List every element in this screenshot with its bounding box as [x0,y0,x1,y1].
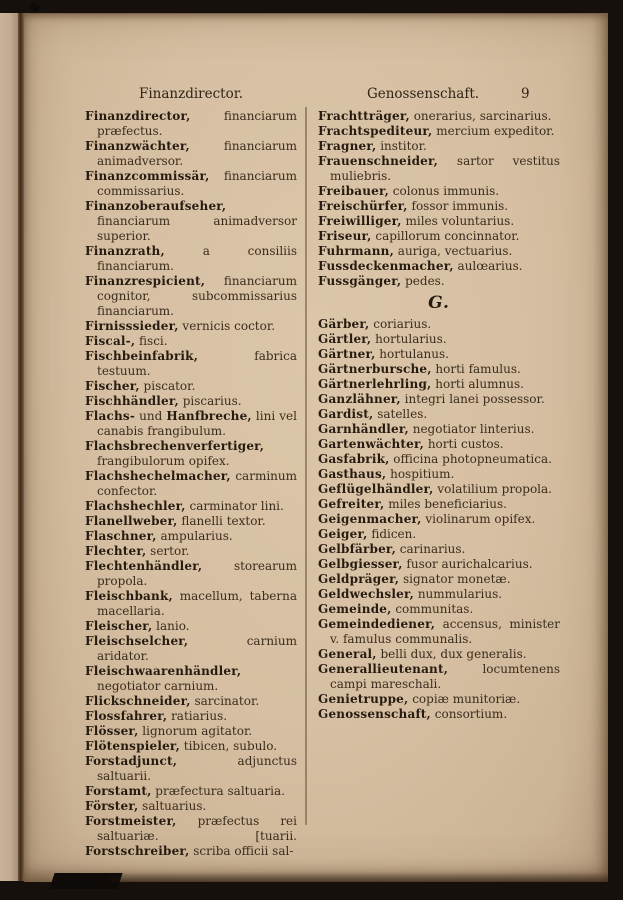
entry-term: Fischhändler, [85,394,179,408]
entry-definition: a consiliis financiarum. [97,244,297,273]
dictionary-entry [85,334,297,349]
dictionary-entry [318,109,560,124]
page-bottom-shadow [110,872,608,882]
entry-definition: fabrica testuum. [97,349,297,378]
entry-definition: horti famulus. [431,362,521,376]
dictionary-entry [85,379,297,394]
entry-term: Geldpräger, [318,572,400,586]
dictionary-entry [318,452,560,467]
entry-definition: lini vel canabis frangibulum. [97,409,297,438]
entry-definition: volatilium propola. [433,482,552,496]
dictionary-entry [85,169,297,199]
dictionary-entry [318,587,560,602]
entry-term: Genossenschaft, [318,707,431,721]
entry-definition: violinarum opifex. [421,512,536,526]
dictionary-entry [318,707,560,722]
dictionary-entry [318,274,560,289]
entry-term: Gärtler, [318,332,372,346]
scan-artifact-top [29,2,40,12]
entry-term: Gärtner, [318,347,376,361]
entry-definition: hospitium. [386,467,455,481]
entry-term: Fussdeckenmacher, [318,259,454,273]
dictionary-entry [85,799,297,814]
entry-definition: saltuarius. [138,799,207,813]
right-column [318,109,560,722]
dictionary-entry [318,317,560,332]
left-column [85,109,297,859]
entry-term: Flachshechler, [85,499,186,513]
dictionary-entry [85,394,297,409]
entry-term: Flachs- [85,409,136,423]
dictionary-entry [318,437,560,452]
entry-term: Flachsbrechenverfertiger, [85,439,265,453]
entry-term: Gelbgiesser, [318,557,403,571]
entry-term: Finanzrath, [85,244,165,258]
entry-term: Hanfbreche, [166,409,252,423]
entry-definition: nummularius. [414,587,503,601]
entry-term: Fleischer, [85,619,153,633]
dictionary-entry [85,709,297,724]
dictionary-entry [85,244,297,274]
entry-definition: piscator. [139,379,196,393]
dictionary-entry [318,392,560,407]
dictionary-entry [85,469,297,499]
entry-term: Flachshechelmacher, [85,469,231,483]
dictionary-entry [318,572,560,587]
dictionary-entry [85,514,297,529]
entry-definition: communitas. [391,602,474,616]
entry-term: Fischer, [85,379,140,393]
dictionary-entry [85,544,297,559]
entry-definition: satelles. [373,407,428,421]
entry-definition: signator monetæ. [399,572,511,586]
entry-term: Geigenmacher, [318,512,422,526]
entry-term: Förster, [85,799,139,813]
dictionary-entry [85,619,297,634]
entry-term: Freischürfer, [318,199,408,213]
entry-definition: miles voluntarius. [401,214,515,228]
dictionary-entry [85,694,297,709]
entry-definition: carnium aridator. [97,634,297,663]
entry-definition: onerarius, sarcinarius. [409,109,552,123]
dictionary-entry [318,259,560,274]
entry-definition: fusor aurichalcarius. [402,557,533,571]
dictionary-entry [318,139,560,154]
entry-term: Geflügelhändler, [318,482,434,496]
entry-term: Fleischwaarenhändler, [85,664,242,678]
entry-term: Ganzlähner, [318,392,401,406]
entry-term: Gardist, [318,407,374,421]
dictionary-entry [318,617,560,647]
entry-term: Gärber, [318,317,370,331]
entry-term: Gasfabrik, [318,452,390,466]
dictionary-entry [318,557,560,572]
entry-definition: copiæ munitoriæ. [408,692,521,706]
entry-definition: financiarum animadversor superior. [97,214,297,243]
entry-term: Gemeindediener, [318,617,436,631]
entry-definition: carinarius. [395,542,466,556]
entry-definition: fossor immunis. [407,199,509,213]
dictionary-entry [318,692,560,707]
entry-term: Gelbfärber, [318,542,396,556]
entry-definition: officina photopneumatica. [389,452,552,466]
entry-term: Forstamt, [85,784,152,798]
entry-term: Frachtspediteur, [318,124,433,138]
entry-term: Gemeinde, [318,602,392,616]
dictionary-entry [85,784,297,799]
dictionary-entry [318,542,560,557]
dictionary-entry [85,529,297,544]
entry-definition: lignorum agitator. [138,724,253,738]
entry-definition: adjunctus saltuarii. [97,754,297,783]
entry-term: Finanzcommissär, [85,169,210,183]
entry-term: Frauenschneider, [318,154,439,168]
entry-term: Fussgänger, [318,274,402,288]
entry-term: Gasthaus, [318,467,387,481]
entry-term: Freibauer, [318,184,389,198]
entry-definition: consortium. [430,707,508,721]
dictionary-entry [318,244,560,259]
entry-term: Flaschner, [85,529,157,543]
dictionary-entry [85,589,297,619]
entry-definition: fidicen. [367,527,417,541]
entry-definition: horti custos. [424,437,504,451]
dictionary-entry [85,739,297,754]
entry-definition: locumtenens campi mareschali. [330,662,560,691]
dictionary-entry [318,497,560,512]
entry-term: Gärtnerlehrling, [318,377,432,391]
entry-definition: hortulanus. [375,347,449,361]
entry-term: Freiwilliger, [318,214,402,228]
dictionary-entry [318,154,560,184]
entry-definition: præfectura saltuaria. [151,784,285,798]
entry-definition: financiarum commissarius. [97,169,297,198]
dictionary-entry [318,422,560,437]
entry-definition: coriarius. [369,317,432,331]
dictionary-entry [318,362,560,377]
section-heading: G. [428,293,450,313]
entry-term: Flösser, [85,724,139,738]
dictionary-entry [85,634,297,664]
running-header [24,86,608,106]
entry-term: Frachtträger, [318,109,410,123]
entry-term: Fischbeinfabrik, [85,349,199,363]
entry-definition: sartor vestitus muliebris. [330,154,560,183]
entry-term: Firnisssieder, [85,319,179,333]
dictionary-entry [85,199,297,244]
dictionary-entry [318,527,560,542]
catchword: [tuarii. [255,829,297,843]
entry-term: Finanzdirector, [85,109,191,123]
entry-definition: horti alumnus. [431,377,524,391]
entry-definition: accensus, minister v. famulus communalis. [330,617,560,646]
entry-definition: storearum propola. [97,559,297,588]
entry-definition: lanio. [152,619,190,633]
entry-term: Fragner, [318,139,377,153]
dictionary-entry [85,139,297,169]
dictionary-entry [318,214,560,229]
entry-term: Forstmeister, [85,814,177,828]
entry-definition: flanelli textor. [177,514,266,528]
entry-definition: scriba officii sal- [189,844,294,858]
dictionary-entry [85,274,297,319]
entry-term: Forstschreiber, [85,844,190,858]
dictionary-entry [85,724,297,739]
entry-definition: fisci. [135,334,168,348]
entry-term: Flanellweber, [85,514,178,528]
entry-definition: sertor. [146,544,190,558]
entry-definition: integri lanei possessor. [400,392,545,406]
entry-term: Fuhrmann, [318,244,394,258]
dictionary-entry [318,199,560,214]
entry-definition: capillorum concinnator. [371,229,520,243]
entry-term: Flickschneider, [85,694,191,708]
entry-term: Gärtnerbursche, [318,362,432,376]
entry-term: Finanzrespicient, [85,274,206,288]
entry-definition: colonus immunis. [388,184,500,198]
entry-definition: vernicis coctor. [178,319,276,333]
entry-definition: piscarius. [178,394,242,408]
dictionary-entry [318,332,560,347]
entry-term: Flötenspieler, [85,739,180,753]
entry-definition: financiarum præfectus. [97,109,297,138]
dictionary-entry [318,229,560,244]
entry-term: Gartenwächter, [318,437,424,451]
book-page [24,13,608,882]
entry-term: Finanzoberaufseher, [85,199,227,213]
entry-definition: pedes. [401,274,445,288]
dictionary-entry [318,512,560,527]
dictionary-entry [318,407,560,422]
entry-definition: institor. [376,139,427,153]
entry-definition: hortularius. [371,332,447,346]
entry-definition: belli dux, dux generalis. [376,647,527,661]
entry-definition: miles beneficiarius. [384,497,507,511]
entry-term: Generallieutenant, [318,662,449,676]
dictionary-entry [85,814,297,844]
entry-definition: und [135,409,167,423]
dictionary-entry [85,754,297,784]
page-number: 9 [521,86,530,102]
page-gutter-edge [0,13,18,881]
dictionary-entry [318,602,560,617]
entry-term: General, [318,647,377,661]
entry-definition: ratiarius. [167,709,228,723]
entry-definition: præfectus rei saltuariæ. [97,814,297,843]
dictionary-entry [318,467,560,482]
entry-definition: tibicen, subulo. [179,739,278,753]
entry-definition: negotiator carnium. [97,679,219,693]
dictionary-entry [85,664,297,694]
dictionary-entry [318,482,560,497]
dictionary-entry [318,184,560,199]
header-right-keyword: Genossenschaft. [366,86,480,102]
dictionary-entry [318,377,560,392]
entry-term: Garnhändler, [318,422,409,436]
dictionary-entry [318,124,560,139]
entry-term: Flechter, [85,544,147,558]
entry-term: Finanzwächter, [85,139,190,153]
entry-definition: auriga, vectuarius. [393,244,513,258]
entry-definition: financiarum cognitor, subcommissarius financiarum. [97,274,297,318]
entry-term: Gefreiter, [318,497,385,511]
entry-definition: ampularius. [156,529,233,543]
entry-definition: macellum, taberna macellaria. [97,589,297,618]
column-divider [305,107,307,825]
dictionary-entry [85,349,297,379]
dictionary-entry [85,319,297,334]
entry-definition: carminator lini. [185,499,284,513]
entry-definition: sarcinator. [190,694,260,708]
dictionary-entry [85,109,297,139]
header-left-keyword: Finanzdirector. [138,86,243,102]
entry-term: Fleischselcher, [85,634,189,648]
dictionary-entry [85,844,297,859]
entry-definition: frangibulorum opifex. [97,454,230,468]
entry-definition: mercium expeditor. [432,124,555,138]
entry-term: Fleischbank, [85,589,173,603]
entry-term: Genietruppe, [318,692,409,706]
dictionary-entry [318,647,560,662]
entry-definition: carminum confector. [97,469,297,498]
entry-term: Fiscal-, [85,334,136,348]
entry-definition: financiarum animadversor. [97,139,297,168]
dictionary-entry [318,347,560,362]
entry-definition: aulœarius. [453,259,523,273]
dictionary-entry [85,439,297,469]
entry-term: Geldwechsler, [318,587,415,601]
entry-term: Forstadjunct, [85,754,178,768]
dictionary-entry [85,559,297,589]
entry-term: Flechtenhändler, [85,559,203,573]
entry-term: Flossfahrer, [85,709,168,723]
entry-term: Geiger, [318,527,368,541]
dictionary-entry [85,499,297,514]
entry-term: Friseur, [318,229,372,243]
dictionary-entry [318,662,560,692]
dictionary-entry [85,409,297,439]
entry-definition: negotiator linterius. [408,422,535,436]
